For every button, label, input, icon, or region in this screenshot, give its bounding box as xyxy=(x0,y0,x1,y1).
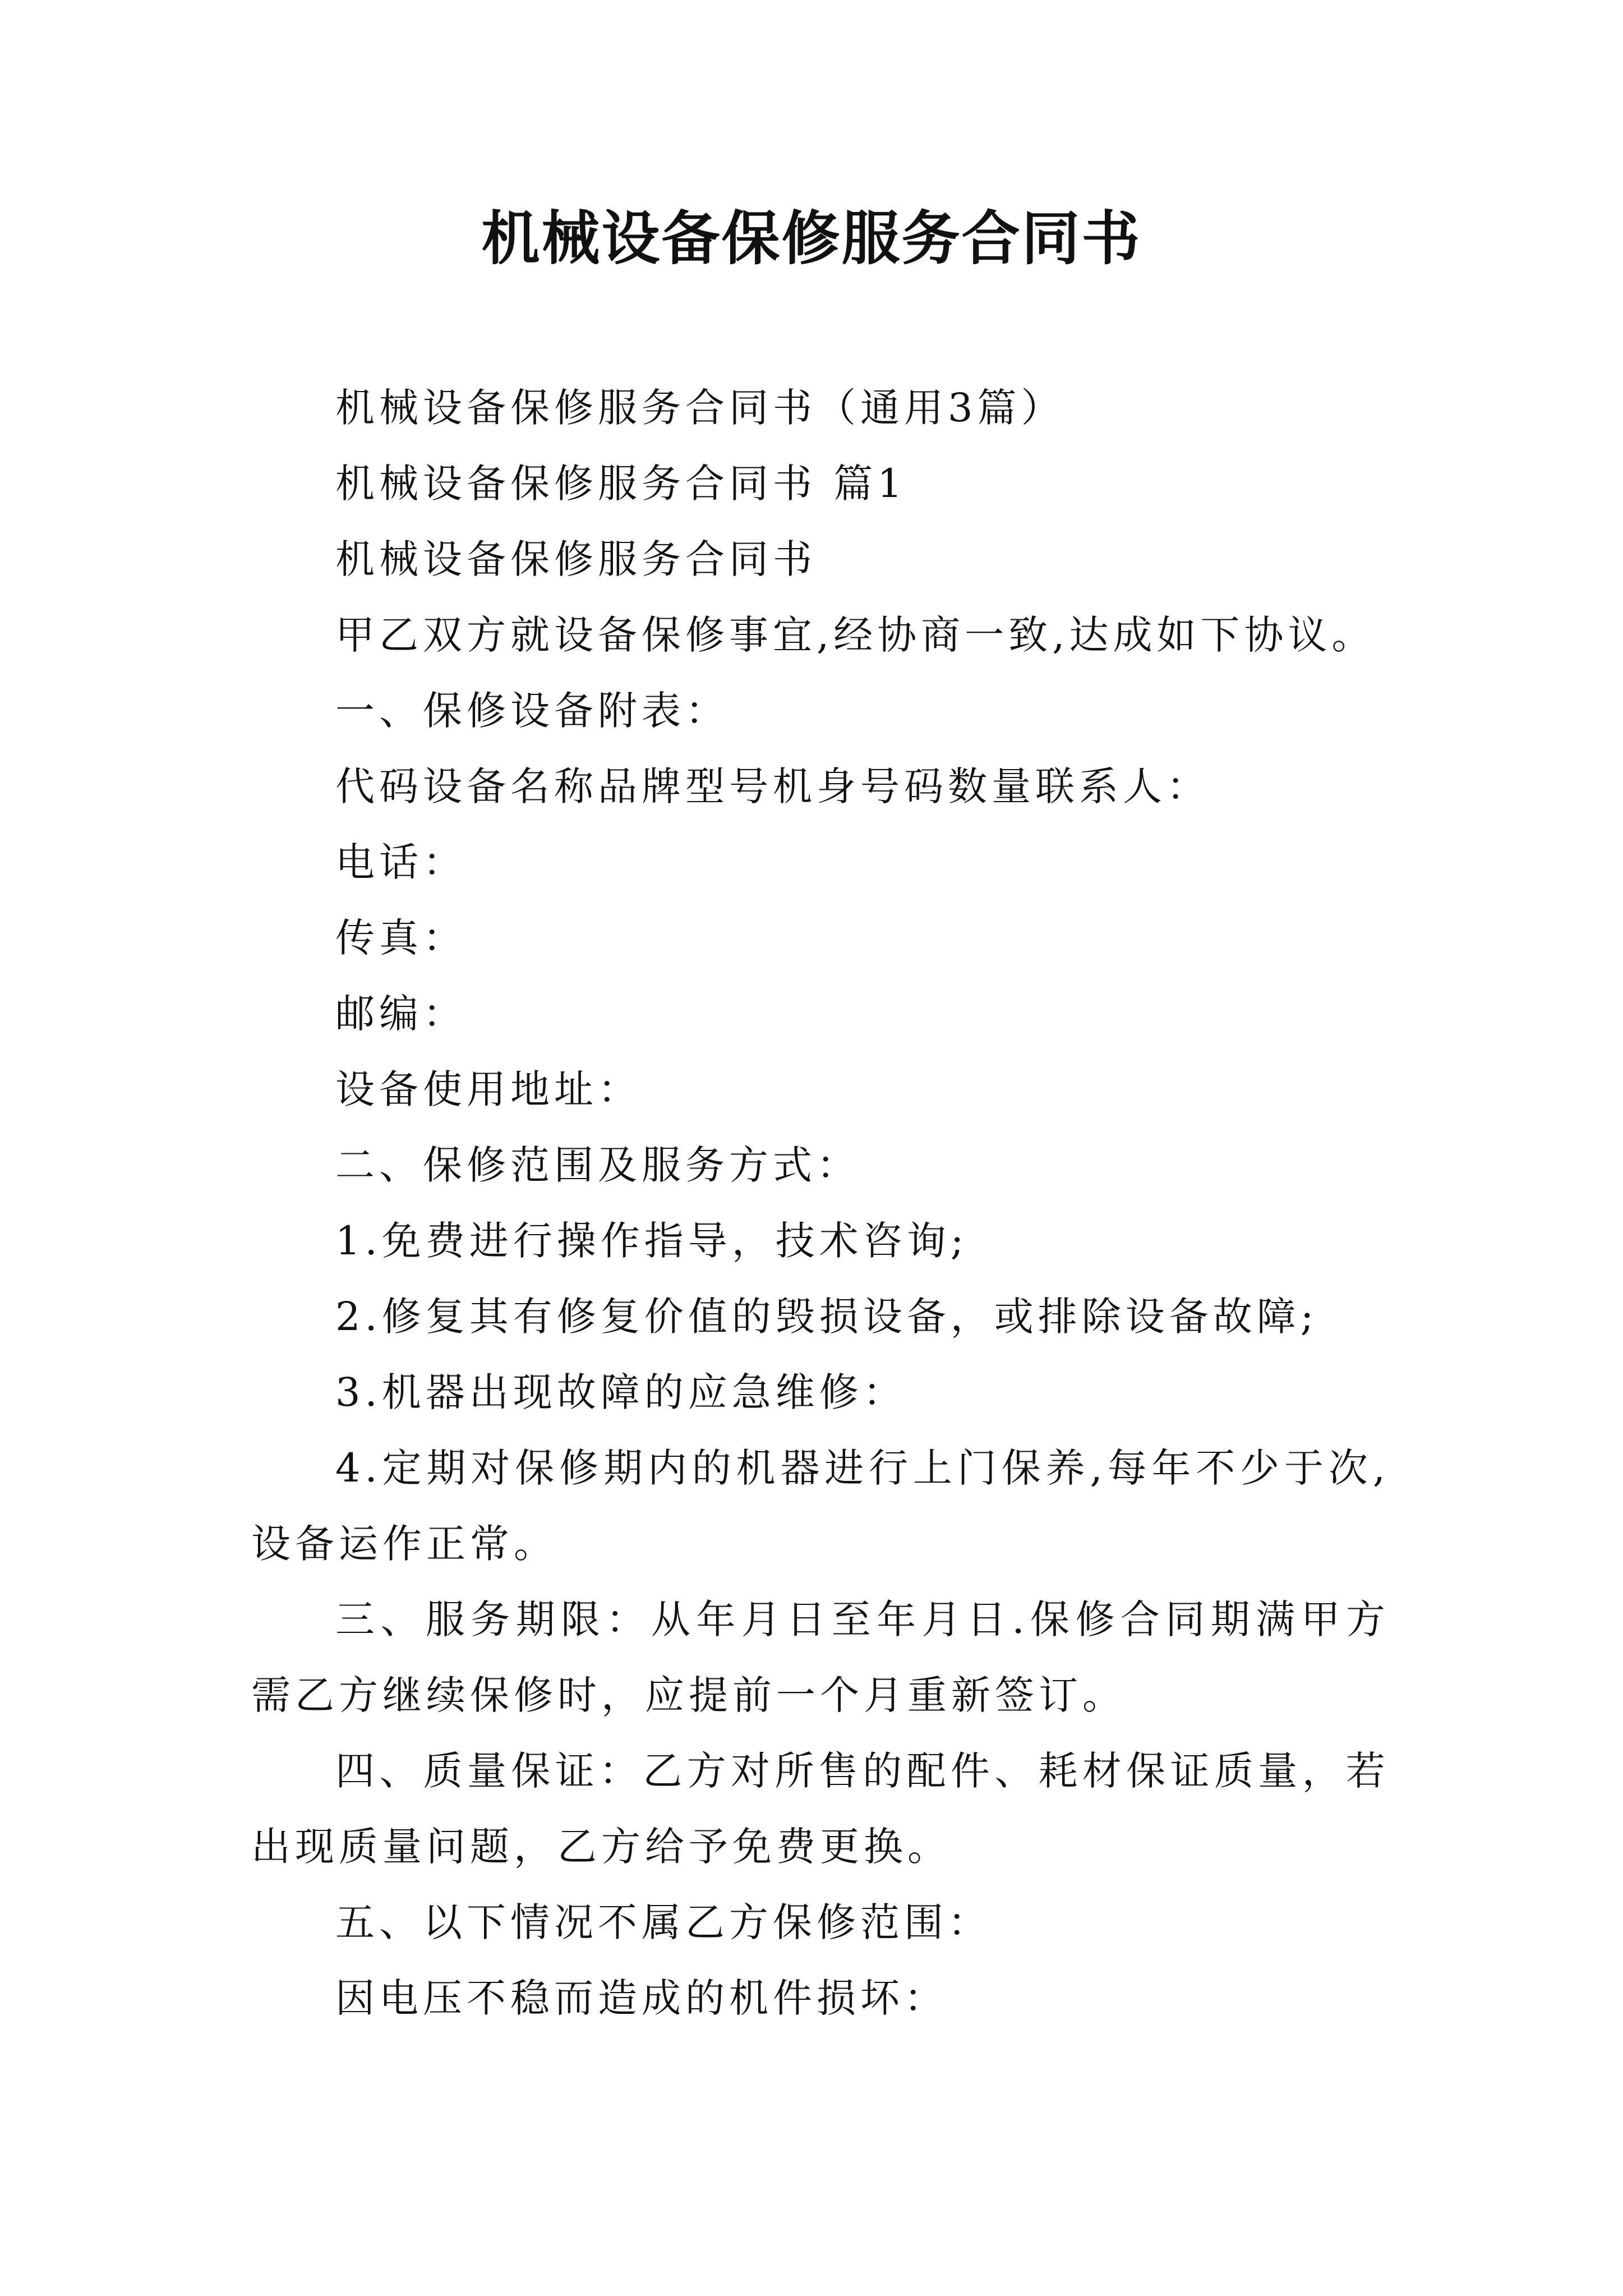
list-item: 4.定期对保修期内的机器进行上门保养,每年不少于次,设备运作正常。 xyxy=(251,1445,1390,1567)
document-title: 机械设备保修服务合同书 xyxy=(481,204,1142,273)
paragraph: 机械设备保修服务合同书 篇1 xyxy=(335,461,907,507)
section-heading: 五、以下情况不属乙方保修范围： xyxy=(335,1899,992,1945)
section-paragraph: 四、质量保证：乙方对所售的配件、耗材保证质量，若出现质量问题，乙方给予免费更换。 xyxy=(251,1748,1390,1870)
section-heading: 二、保修范围及服务方式： xyxy=(335,1142,860,1188)
paragraph: 代码设备名称品牌型号机身号码数量联系人： xyxy=(335,763,1210,809)
paragraph: 邮编： xyxy=(335,991,467,1037)
paragraph: 机械设备保修服务合同书（通用3篇） xyxy=(335,385,1065,431)
paragraph: 因电压不稳而造成的机件损坏： xyxy=(335,1975,948,2021)
list-item: 1.免费进行操作指导，技术咨询; xyxy=(335,1218,969,1264)
paragraph: 电话： xyxy=(335,839,467,885)
section-paragraph: 三、服务期限：从年月日至年月日.保修合同期满甲方需乙方继续保修时，应提前一个月重新签订。 xyxy=(251,1596,1390,1718)
document-body xyxy=(251,370,1390,2036)
paragraph: 甲乙双方就设备保修事宜,经协商一致,达成如下协议。 xyxy=(335,612,1376,658)
list-item: 2.修复其有修复价值的毁损设备，或排除设备故障; xyxy=(335,1294,1318,1340)
paragraph: 传真： xyxy=(335,915,467,961)
paragraph: 机械设备保修服务合同书 xyxy=(335,536,817,582)
paragraph: 设备使用地址： xyxy=(335,1066,642,1112)
list-item: 3.机器出现故障的应急维修： xyxy=(335,1369,907,1415)
section-heading: 一、保修设备附表： xyxy=(335,688,729,734)
